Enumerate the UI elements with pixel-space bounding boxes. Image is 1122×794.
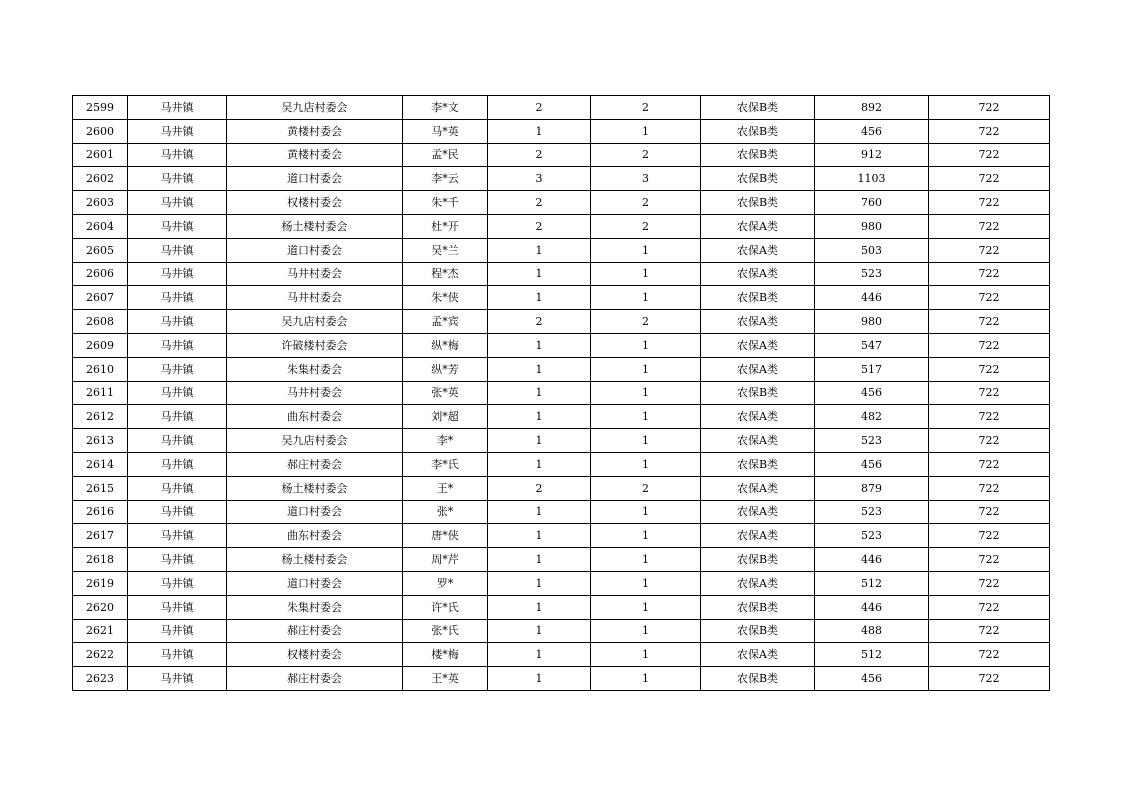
name-cell: 许*氏	[403, 595, 488, 619]
village-committee-cell: 杨土楼村委会	[227, 476, 403, 500]
amount-cell: 980	[815, 310, 929, 334]
standard-cell: 722	[929, 500, 1050, 524]
serial-number-cell: 2604	[73, 214, 128, 238]
name-cell: 纵*芳	[403, 357, 488, 381]
household-count-cell: 2	[488, 476, 591, 500]
village-committee-cell: 朱集村委会	[227, 595, 403, 619]
township-cell: 马井镇	[128, 500, 227, 524]
village-committee-cell: 曲东村委会	[227, 405, 403, 429]
name-cell: 李*文	[403, 96, 488, 120]
standard-cell: 722	[929, 643, 1050, 667]
name-cell: 李*云	[403, 167, 488, 191]
standard-cell: 722	[929, 143, 1050, 167]
household-count-cell: 1	[488, 524, 591, 548]
person-count-cell: 2	[591, 191, 701, 215]
insurance-category-cell: 农保A类	[701, 357, 815, 381]
serial-number-cell: 2608	[73, 310, 128, 334]
insurance-category-cell: 农保A类	[701, 214, 815, 238]
amount-cell: 879	[815, 476, 929, 500]
village-committee-cell: 吴九店村委会	[227, 96, 403, 120]
name-cell: 张*氏	[403, 619, 488, 643]
township-cell: 马井镇	[128, 548, 227, 572]
standard-cell: 722	[929, 214, 1050, 238]
table-row	[73, 405, 1050, 429]
township-cell: 马井镇	[128, 286, 227, 310]
township-cell: 马井镇	[128, 214, 227, 238]
township-cell: 马井镇	[128, 524, 227, 548]
name-cell: 杜*开	[403, 214, 488, 238]
name-cell: 李*	[403, 429, 488, 453]
standard-cell: 722	[929, 405, 1050, 429]
township-cell: 马井镇	[128, 167, 227, 191]
name-cell: 马*英	[403, 119, 488, 143]
table-row	[73, 333, 1050, 357]
village-committee-cell: 马井村委会	[227, 262, 403, 286]
household-count-cell: 1	[488, 119, 591, 143]
person-count-cell: 1	[591, 524, 701, 548]
name-cell: 张*英	[403, 381, 488, 405]
township-cell: 马井镇	[128, 357, 227, 381]
household-count-cell: 1	[488, 286, 591, 310]
village-committee-cell: 黄楼村委会	[227, 119, 403, 143]
serial-number-cell: 2616	[73, 500, 128, 524]
household-count-cell: 1	[488, 452, 591, 476]
insurance-category-cell: 农保B类	[701, 119, 815, 143]
serial-number-cell: 2613	[73, 429, 128, 453]
name-cell: 朱*侠	[403, 286, 488, 310]
insurance-category-cell: 农保B类	[701, 619, 815, 643]
village-committee-cell: 黄楼村委会	[227, 143, 403, 167]
table-row	[73, 191, 1050, 215]
household-count-cell: 2	[488, 191, 591, 215]
village-committee-cell: 吴九店村委会	[227, 310, 403, 334]
standard-cell: 722	[929, 238, 1050, 262]
amount-cell: 523	[815, 262, 929, 286]
amount-cell: 503	[815, 238, 929, 262]
table-row	[73, 381, 1050, 405]
village-committee-cell: 吴九店村委会	[227, 429, 403, 453]
household-count-cell: 1	[488, 381, 591, 405]
table-row	[73, 214, 1050, 238]
table-row	[73, 119, 1050, 143]
standard-cell: 722	[929, 191, 1050, 215]
name-cell: 周*芹	[403, 548, 488, 572]
serial-number-cell: 2603	[73, 191, 128, 215]
household-count-cell: 2	[488, 310, 591, 334]
insurance-category-cell: 农保B类	[701, 452, 815, 476]
household-count-cell: 2	[488, 96, 591, 120]
name-cell: 刘*超	[403, 405, 488, 429]
serial-number-cell: 2601	[73, 143, 128, 167]
standard-cell: 722	[929, 452, 1050, 476]
insurance-category-cell: 农保A类	[701, 643, 815, 667]
person-count-cell: 1	[591, 333, 701, 357]
amount-cell: 446	[815, 548, 929, 572]
township-cell: 马井镇	[128, 96, 227, 120]
amount-cell: 523	[815, 429, 929, 453]
village-committee-cell: 马井村委会	[227, 286, 403, 310]
township-cell: 马井镇	[128, 143, 227, 167]
standard-cell: 722	[929, 119, 1050, 143]
person-count-cell: 1	[591, 429, 701, 453]
serial-number-cell: 2612	[73, 405, 128, 429]
table-row	[73, 96, 1050, 120]
standard-cell: 722	[929, 429, 1050, 453]
insurance-category-cell: 农保A类	[701, 262, 815, 286]
serial-number-cell: 2620	[73, 595, 128, 619]
village-committee-cell: 朱集村委会	[227, 357, 403, 381]
household-count-cell: 2	[488, 143, 591, 167]
household-count-cell: 1	[488, 595, 591, 619]
insurance-category-cell: 农保B类	[701, 595, 815, 619]
amount-cell: 523	[815, 500, 929, 524]
village-committee-cell: 郝庄村委会	[227, 619, 403, 643]
household-count-cell: 2	[488, 214, 591, 238]
village-committee-cell: 道口村委会	[227, 500, 403, 524]
amount-cell: 523	[815, 524, 929, 548]
insurance-category-cell: 农保B类	[701, 286, 815, 310]
name-cell: 孟*宾	[403, 310, 488, 334]
household-count-cell: 1	[488, 357, 591, 381]
standard-cell: 722	[929, 524, 1050, 548]
township-cell: 马井镇	[128, 619, 227, 643]
name-cell: 张*	[403, 500, 488, 524]
household-count-cell: 1	[488, 500, 591, 524]
standard-cell: 722	[929, 548, 1050, 572]
person-count-cell: 1	[591, 571, 701, 595]
township-cell: 马井镇	[128, 262, 227, 286]
person-count-cell: 1	[591, 405, 701, 429]
person-count-cell: 2	[591, 143, 701, 167]
table-row	[73, 357, 1050, 381]
township-cell: 马井镇	[128, 238, 227, 262]
table-row	[73, 262, 1050, 286]
person-count-cell: 1	[591, 357, 701, 381]
standard-cell: 722	[929, 476, 1050, 500]
amount-cell: 760	[815, 191, 929, 215]
person-count-cell: 2	[591, 214, 701, 238]
amount-cell: 456	[815, 667, 929, 691]
amount-cell: 912	[815, 143, 929, 167]
village-committee-cell: 道口村委会	[227, 571, 403, 595]
table-row	[73, 452, 1050, 476]
amount-cell: 517	[815, 357, 929, 381]
person-count-cell: 1	[591, 643, 701, 667]
table-row	[73, 238, 1050, 262]
table-row	[73, 500, 1050, 524]
serial-number-cell: 2599	[73, 96, 128, 120]
village-committee-cell: 郝庄村委会	[227, 667, 403, 691]
roster-body	[73, 96, 1050, 691]
table-row	[73, 548, 1050, 572]
amount-cell: 456	[815, 381, 929, 405]
household-count-cell: 1	[488, 548, 591, 572]
insurance-category-cell: 农保B类	[701, 167, 815, 191]
roster-table	[72, 95, 1050, 691]
name-cell: 唐*侠	[403, 524, 488, 548]
standard-cell: 722	[929, 667, 1050, 691]
serial-number-cell: 2614	[73, 452, 128, 476]
table-row	[73, 286, 1050, 310]
table-row	[73, 571, 1050, 595]
amount-cell: 1103	[815, 167, 929, 191]
township-cell: 马井镇	[128, 405, 227, 429]
insurance-category-cell: 农保A类	[701, 571, 815, 595]
amount-cell: 512	[815, 643, 929, 667]
household-count-cell: 1	[488, 667, 591, 691]
standard-cell: 722	[929, 286, 1050, 310]
name-cell: 朱*千	[403, 191, 488, 215]
household-count-cell: 1	[488, 333, 591, 357]
serial-number-cell: 2615	[73, 476, 128, 500]
township-cell: 马井镇	[128, 191, 227, 215]
household-count-cell: 1	[488, 262, 591, 286]
name-cell: 罗*	[403, 571, 488, 595]
insurance-category-cell: 农保B类	[701, 96, 815, 120]
standard-cell: 722	[929, 310, 1050, 334]
insurance-category-cell: 农保B类	[701, 548, 815, 572]
township-cell: 马井镇	[128, 667, 227, 691]
person-count-cell: 2	[591, 476, 701, 500]
household-count-cell: 1	[488, 238, 591, 262]
serial-number-cell: 2618	[73, 548, 128, 572]
person-count-cell: 1	[591, 262, 701, 286]
person-count-cell: 1	[591, 286, 701, 310]
insurance-category-cell: 农保A类	[701, 310, 815, 334]
person-count-cell: 1	[591, 238, 701, 262]
name-cell: 王*英	[403, 667, 488, 691]
amount-cell: 980	[815, 214, 929, 238]
person-count-cell: 1	[591, 619, 701, 643]
person-count-cell: 1	[591, 595, 701, 619]
table-row	[73, 310, 1050, 334]
insurance-category-cell: 农保A类	[701, 524, 815, 548]
township-cell: 马井镇	[128, 429, 227, 453]
village-committee-cell: 马井村委会	[227, 381, 403, 405]
village-committee-cell: 杨土楼村委会	[227, 548, 403, 572]
person-count-cell: 1	[591, 667, 701, 691]
serial-number-cell: 2609	[73, 333, 128, 357]
table-row	[73, 667, 1050, 691]
amount-cell: 512	[815, 571, 929, 595]
serial-number-cell: 2600	[73, 119, 128, 143]
table-row	[73, 476, 1050, 500]
insurance-category-cell: 农保A类	[701, 429, 815, 453]
household-count-cell: 1	[488, 643, 591, 667]
name-cell: 楼*梅	[403, 643, 488, 667]
serial-number-cell: 2623	[73, 667, 128, 691]
name-cell: 王*	[403, 476, 488, 500]
person-count-cell: 1	[591, 119, 701, 143]
village-committee-cell: 郝庄村委会	[227, 452, 403, 476]
amount-cell: 482	[815, 405, 929, 429]
village-committee-cell: 道口村委会	[227, 167, 403, 191]
name-cell: 程*杰	[403, 262, 488, 286]
village-committee-cell: 曲东村委会	[227, 524, 403, 548]
township-cell: 马井镇	[128, 452, 227, 476]
household-count-cell: 3	[488, 167, 591, 191]
table-row	[73, 167, 1050, 191]
village-committee-cell: 权楼村委会	[227, 191, 403, 215]
village-committee-cell: 权楼村委会	[227, 643, 403, 667]
name-cell: 孟*民	[403, 143, 488, 167]
standard-cell: 722	[929, 357, 1050, 381]
insurance-category-cell: 农保A类	[701, 476, 815, 500]
table-row	[73, 619, 1050, 643]
insurance-category-cell: 农保A类	[701, 238, 815, 262]
name-cell: 李*氏	[403, 452, 488, 476]
township-cell: 马井镇	[128, 310, 227, 334]
insurance-category-cell: 农保A类	[701, 500, 815, 524]
village-committee-cell: 杨土楼村委会	[227, 214, 403, 238]
village-committee-cell: 许破楼村委会	[227, 333, 403, 357]
standard-cell: 722	[929, 619, 1050, 643]
amount-cell: 446	[815, 595, 929, 619]
serial-number-cell: 2622	[73, 643, 128, 667]
standard-cell: 722	[929, 381, 1050, 405]
name-cell: 纵*梅	[403, 333, 488, 357]
household-count-cell: 1	[488, 619, 591, 643]
village-committee-cell: 道口村委会	[227, 238, 403, 262]
amount-cell: 456	[815, 119, 929, 143]
amount-cell: 892	[815, 96, 929, 120]
standard-cell: 722	[929, 571, 1050, 595]
insurance-category-cell: 农保A类	[701, 333, 815, 357]
insurance-category-cell: 农保B类	[701, 667, 815, 691]
serial-number-cell: 2605	[73, 238, 128, 262]
household-count-cell: 1	[488, 571, 591, 595]
serial-number-cell: 2617	[73, 524, 128, 548]
person-count-cell: 1	[591, 548, 701, 572]
household-count-cell: 1	[488, 429, 591, 453]
township-cell: 马井镇	[128, 119, 227, 143]
township-cell: 马井镇	[128, 595, 227, 619]
township-cell: 马井镇	[128, 571, 227, 595]
person-count-cell: 1	[591, 452, 701, 476]
table-row	[73, 595, 1050, 619]
township-cell: 马井镇	[128, 643, 227, 667]
amount-cell: 488	[815, 619, 929, 643]
township-cell: 马井镇	[128, 333, 227, 357]
serial-number-cell: 2607	[73, 286, 128, 310]
serial-number-cell: 2621	[73, 619, 128, 643]
standard-cell: 722	[929, 333, 1050, 357]
person-count-cell: 2	[591, 310, 701, 334]
standard-cell: 722	[929, 262, 1050, 286]
standard-cell: 722	[929, 167, 1050, 191]
table-row	[73, 143, 1050, 167]
township-cell: 马井镇	[128, 476, 227, 500]
household-count-cell: 1	[488, 405, 591, 429]
insurance-category-cell: 农保B类	[701, 381, 815, 405]
serial-number-cell: 2619	[73, 571, 128, 595]
amount-cell: 547	[815, 333, 929, 357]
amount-cell: 446	[815, 286, 929, 310]
standard-cell: 722	[929, 96, 1050, 120]
person-count-cell: 2	[591, 96, 701, 120]
standard-cell: 722	[929, 595, 1050, 619]
name-cell: 吴*兰	[403, 238, 488, 262]
insurance-category-cell: 农保B类	[701, 143, 815, 167]
table-row	[73, 524, 1050, 548]
serial-number-cell: 2611	[73, 381, 128, 405]
table-row	[73, 429, 1050, 453]
township-cell: 马井镇	[128, 381, 227, 405]
insurance-category-cell: 农保A类	[701, 405, 815, 429]
serial-number-cell: 2602	[73, 167, 128, 191]
person-count-cell: 1	[591, 381, 701, 405]
insurance-category-cell: 农保B类	[701, 191, 815, 215]
serial-number-cell: 2606	[73, 262, 128, 286]
person-count-cell: 3	[591, 167, 701, 191]
serial-number-cell: 2610	[73, 357, 128, 381]
amount-cell: 456	[815, 452, 929, 476]
table-row	[73, 643, 1050, 667]
person-count-cell: 1	[591, 500, 701, 524]
